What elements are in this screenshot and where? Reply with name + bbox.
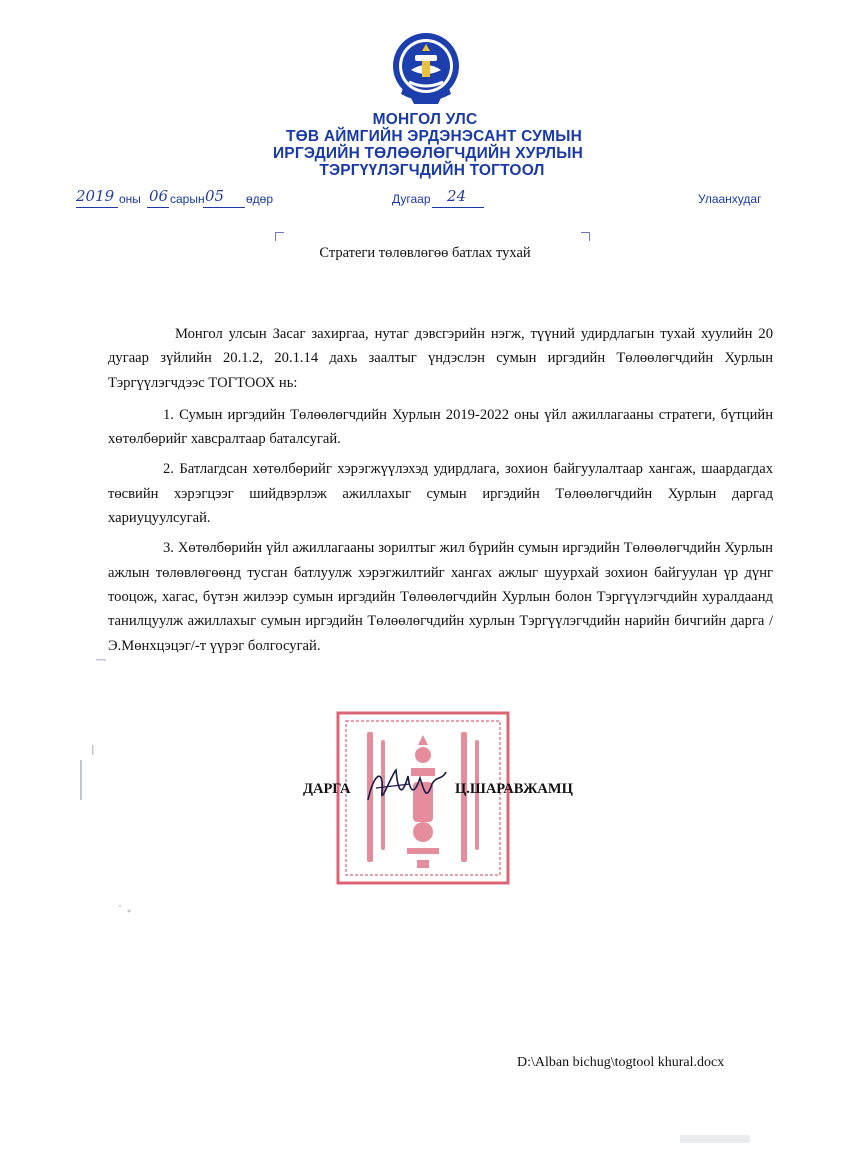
handwritten-day: 05 [205, 187, 225, 205]
month-suffix: сарын [170, 192, 205, 206]
item-number: 3. [163, 540, 174, 557]
item-number: 1. [163, 406, 174, 423]
document-title: Стратеги төлөвлөгөө батлах тухай [319, 245, 531, 261]
signatory-title: ДАРГА [303, 781, 351, 797]
signatory-name: Ц.ШАРАВЖАМЦ [455, 781, 573, 797]
handwritten-month: 06 [149, 187, 169, 205]
item-number: 2. [163, 461, 174, 478]
day-suffix: өдөр [246, 192, 274, 206]
number-label: Дугаар [392, 192, 431, 206]
handwritten-year: 2019 [76, 187, 115, 205]
handwritten-number: 24 [447, 187, 467, 205]
item-text: Батлагдсан хөтөлбөрийг хэрэгжүүлэхэд удирдлага, зохион байгуулалтаар хангаж, шаардагдах төсвийн хэрэгцээг шийдвэрлэж ажиллахыг сумын иргэдийн Төлөөлөгчдийн Хурлын даргад хариуцуулсугай. [108, 461, 773, 527]
header-council: ИРГЭДИЙН ТӨЛӨӨЛӨГЧДИЙН ХУРЛЫН [272, 145, 584, 162]
year-suffix: оны [119, 192, 141, 206]
header-province: ТӨВ АЙМГИЙН ЭРДЭНЭСАНТ СУМЫН [286, 128, 582, 145]
header-country: МОНГОЛ УЛС [372, 111, 478, 128]
intro-paragraph: Монгол улсын Засаг захиргаа, нутаг дэвсгэрийн нэгж, түүний удирдлагын тухай хуулийн 20 дугаар зүйлийн 20.1.2, 20.1.14 дахь заалтыг үндэслэн сумын иргэдийн Төлөөлөгчдийн Хурлын Тэргүүлэгчдээс ТОГТООХ нь: [108, 326, 773, 391]
header-resolution-type: ТЭРГҮҮЛЭГЧДИЙН ТОГТООЛ [319, 162, 545, 179]
item-text: Хөтөлбөрийн үйл ажиллагааны зорилтыг жил бүрийн сумын иргэдийн Төлөөлөгчдийн Хурлын ажлын төлөвлөгөөнд тусган батлуулж хэрэгжилтийг хангах ажлыг шуурхай зохион байгуулан үр дүнг тооцож, хагас, бүтэн жилээр сумын иргэдийн Төлөөлөгчдийн Хурлын болон Тэргүүлэгчдийн хуралдаанд танилцуулж ажиллахыг сумын иргэдийн Төлөөлөгчдийн хурлын Тэргүүлэгчдийн нарийн бичгийн дарга /Э.Мөнхцэцэг/-т үүрэг болгосугай. [108, 540, 773, 654]
item-text: Сумын иргэдийн Төлөөлөгчдийн Хурлын 2019-2022 оны үйл ажиллагааны стратеги, бүтцийн хөтөлбөрийг хавсралтаар баталсугай. [108, 406, 774, 448]
file-path-footer: D:\Alban bichug\togtool khural.docx [517, 1055, 725, 1070]
place-name: Улаанхудаг [698, 192, 762, 206]
